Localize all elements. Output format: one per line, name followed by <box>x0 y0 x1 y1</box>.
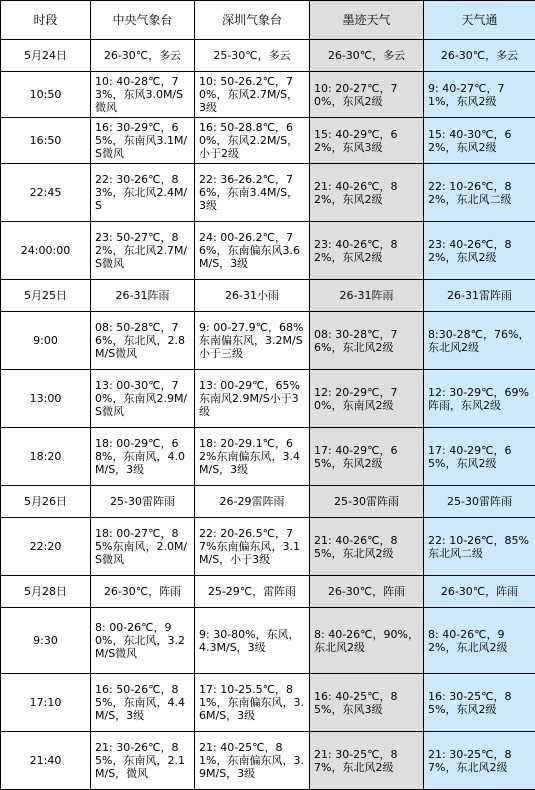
time-cell: 9:30 <box>1 608 91 674</box>
time-cell: 16:50 <box>1 118 91 164</box>
cma-cell: 23: 50-27℃，82%，东北风2.7M/S微风 <box>91 222 195 280</box>
table-row <box>1 370 535 428</box>
time-cell: 21:40 <box>1 732 91 790</box>
cma-cell: 08: 50-28℃，76%，东北风，2.8M/S微风 <box>91 312 195 370</box>
time-cell: 5月24日 <box>1 40 91 72</box>
shenzhen-cell: 17: 10-25.5℃，81%，东南偏东风，3.6M/S，3级 <box>195 674 310 732</box>
time-cell: 22:45 <box>1 164 91 222</box>
cma-cell: 25-30雷阵雨 <box>91 486 195 518</box>
tianqitong-cell: 8: 40-26℃，92%，东北风2级 <box>424 608 535 674</box>
time-cell: 24:00:00 <box>1 222 91 280</box>
shenzhen-cell: 26-29雷阵雨 <box>195 486 310 518</box>
time-cell: 22:20 <box>1 518 91 576</box>
table-row <box>1 222 535 280</box>
date-row <box>1 486 535 518</box>
time-cell: 17:10 <box>1 674 91 732</box>
cma-cell: 21: 30-26℃，85%，东南风，2.1M/S，微风 <box>91 732 195 790</box>
cma-cell: 16: 30-29℃，65%，东南风3.1M/S微风 <box>91 118 195 164</box>
moji-cell: 23: 40-26℃，82%，东风2级 <box>310 222 424 280</box>
time-cell: 5月26日 <box>1 486 91 518</box>
table-body <box>1 40 535 790</box>
time-cell: 9:00 <box>1 312 91 370</box>
tianqitong-cell: 17: 40-29℃，65%，东风2级 <box>424 428 535 486</box>
shenzhen-cell: 22: 20-26.5℃，77%东南偏东风，3.1M/S，小于3级 <box>195 518 310 576</box>
table-row <box>1 118 535 164</box>
tianqitong-cell: 9: 40-27℃，71%，东风2级 <box>424 72 535 118</box>
date-row <box>1 280 535 312</box>
shenzhen-cell: 13: 00-29℃，65%东南风2.9M/S小于3级 <box>195 370 310 428</box>
shenzhen-cell: 10: 50-26.2℃，70%，东风2.7M/S，3级 <box>195 72 310 118</box>
moji-cell: 26-30℃，多云 <box>310 40 424 72</box>
moji-cell: 10: 20-27℃，70%，东风2级 <box>310 72 424 118</box>
table-row <box>1 732 535 790</box>
cma-cell: 26-30℃，阵雨 <box>91 576 195 608</box>
shenzhen-cell: 9: 00-27.9℃，68%东南偏东风，3.2M/S小于三级 <box>195 312 310 370</box>
shenzhen-cell: 22: 36-26.2℃，76%，东南3.4M/S，3级 <box>195 164 310 222</box>
moji-cell: 21: 40-26℃，85%，东北风2级 <box>310 518 424 576</box>
table-row <box>1 164 535 222</box>
moji-cell: 26-31阵雨 <box>310 280 424 312</box>
tianqitong-cell: 25-30雷阵雨 <box>424 486 535 518</box>
tianqitong-cell: 8:30-28℃，76%，东北风2级 <box>424 312 535 370</box>
shenzhen-cell: 9: 30-80%，东风，4.3M/S，3级 <box>195 608 310 674</box>
time-cell: 5月28日 <box>1 576 91 608</box>
cma-cell: 26-31阵雨 <box>91 280 195 312</box>
tianqitong-cell: 12: 30-29℃，69%阵雨，东风2级 <box>424 370 535 428</box>
table-row <box>1 518 535 576</box>
header-row <box>1 1 535 40</box>
tianqitong-cell: 22: 10-26℃，82%，东北风二级 <box>424 164 535 222</box>
shenzhen-cell: 21: 40-25℃，81%，东南偏东风，3.9M/S，3级 <box>195 732 310 790</box>
tianqitong-cell: 16: 30-25℃，85%，东风2级 <box>424 674 535 732</box>
cma-cell: 18: 00-29℃，68%，东南风，4.0M/S，3级 <box>91 428 195 486</box>
cma-cell: 10: 40-28℃，73%，东风3.0M/S微风 <box>91 72 195 118</box>
header-time: 时段 <box>1 1 91 40</box>
table-row <box>1 72 535 118</box>
date-row <box>1 576 535 608</box>
moji-cell: 08: 30-28℃，76%，东北风2级 <box>310 312 424 370</box>
time-cell: 18:20 <box>1 428 91 486</box>
header-shenzhen: 深圳气象台 <box>195 1 310 40</box>
header-cma: 中央气象台 <box>91 1 195 40</box>
shenzhen-cell: 25-29℃，雷阵雨 <box>195 576 310 608</box>
tianqitong-cell: 21: 30-25℃，87%，东北风2级 <box>424 732 535 790</box>
header-tianqitong: 天气通 <box>424 1 535 40</box>
cma-cell: 18: 00-27℃，85%东南风，2.0M/S微风 <box>91 518 195 576</box>
moji-cell: 26-30℃，阵雨 <box>310 576 424 608</box>
table-row <box>1 312 535 370</box>
cma-cell: 16: 50-26℃，85%，东南风，4.4M/S，3级 <box>91 674 195 732</box>
table-row <box>1 674 535 732</box>
shenzhen-cell: 16: 50-28.8℃，60%，东风2.2M/S，小于2级 <box>195 118 310 164</box>
cma-cell: 13: 00-30℃，70%，东南风2.9M/S微风 <box>91 370 195 428</box>
header-moji: 墨迹天气 <box>310 1 424 40</box>
moji-cell: 16: 40-25℃，85%，东风3级 <box>310 674 424 732</box>
tianqitong-cell: 22: 10-26℃，85%东北风二级 <box>424 518 535 576</box>
shenzhen-cell: 25-30℃，多云 <box>195 40 310 72</box>
date-row <box>1 40 535 72</box>
tianqitong-cell: 26-31雷阵雨 <box>424 280 535 312</box>
moji-cell: 15: 40-29℃，62%，东风3级 <box>310 118 424 164</box>
cma-cell: 22: 30-26℃，83%，东北风2.4M/S <box>91 164 195 222</box>
table-row <box>1 608 535 674</box>
tianqitong-cell: 23: 40-26℃，82%，东风2级 <box>424 222 535 280</box>
time-cell: 10:50 <box>1 72 91 118</box>
shenzhen-cell: 24: 00-26.2℃，76%，东南偏东风3.6M/S，3级 <box>195 222 310 280</box>
moji-cell: 21: 30-25℃，87%，东北风2级 <box>310 732 424 790</box>
shenzhen-cell: 18: 20-29.1℃，62%东南偏东风，3.4M/S，3级 <box>195 428 310 486</box>
tianqitong-cell: 26-30℃，多云 <box>424 40 535 72</box>
tianqitong-cell: 26-30℃，阵雨 <box>424 576 535 608</box>
moji-cell: 25-30雷阵雨 <box>310 486 424 518</box>
moji-cell: 21: 40-26℃，82%，东风2级 <box>310 164 424 222</box>
cma-cell: 8: 00-26℃，90%，东北风，3.2M/S微风 <box>91 608 195 674</box>
tianqitong-cell: 15: 40-30℃，62%，东风2级 <box>424 118 535 164</box>
cma-cell: 26-30℃，多云 <box>91 40 195 72</box>
shenzhen-cell: 26-31小雨 <box>195 280 310 312</box>
time-cell: 5月25日 <box>1 280 91 312</box>
moji-cell: 8: 40-26℃，90%，东北风2级 <box>310 608 424 674</box>
moji-cell: 12: 20-29℃，70%，东南风2级 <box>310 370 424 428</box>
time-cell: 13:00 <box>1 370 91 428</box>
table-row <box>1 428 535 486</box>
moji-cell: 17: 40-29℃，65%，东风2级 <box>310 428 424 486</box>
